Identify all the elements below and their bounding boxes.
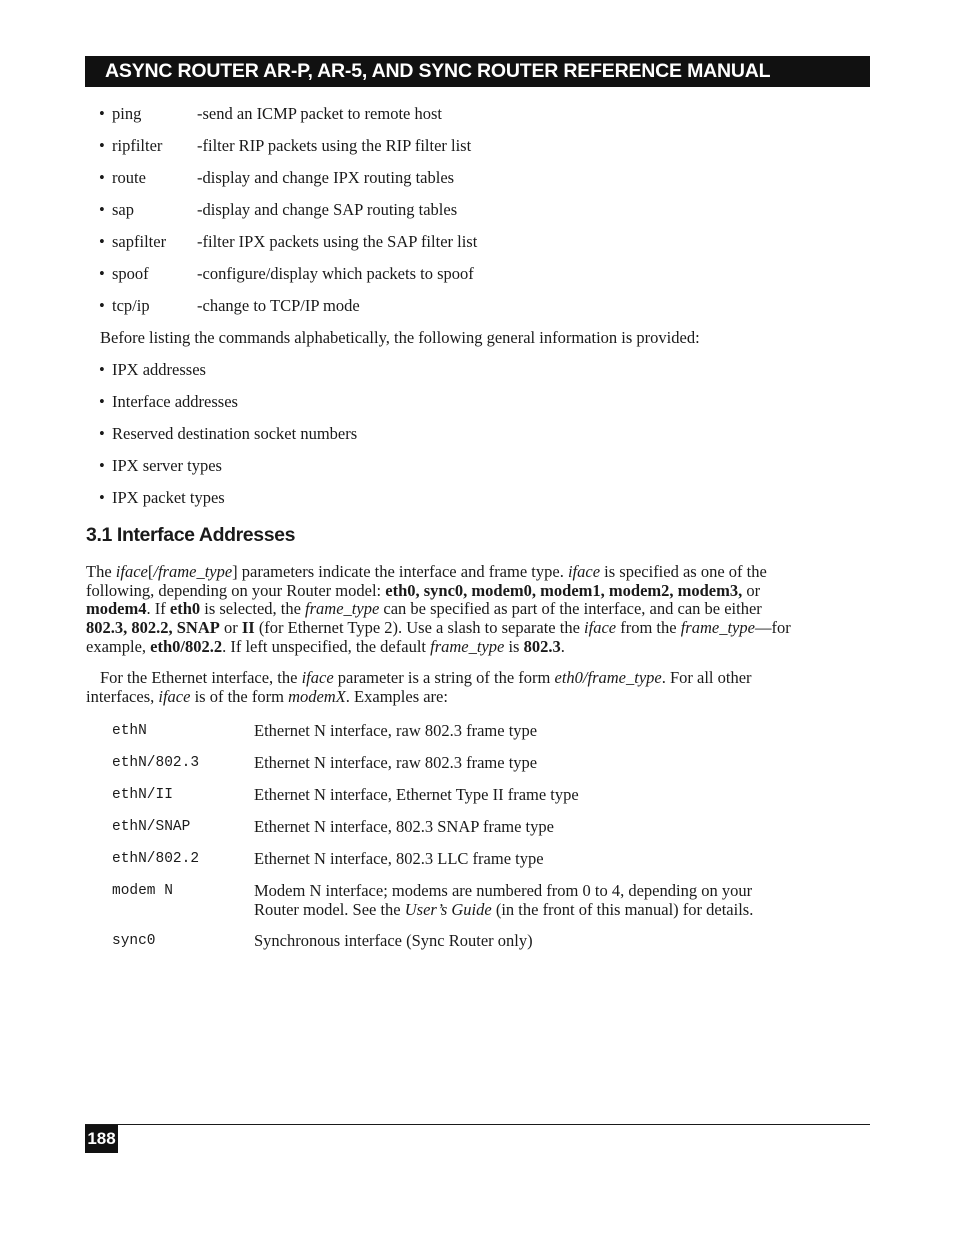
section-heading: 3.1 Interface Addresses (86, 524, 296, 546)
bullet: • (99, 488, 105, 507)
text-run: [ (147, 562, 154, 581)
bullet: • (99, 232, 105, 251)
italic-term: iface (158, 686, 191, 706)
list-item (99, 294, 839, 326)
example-code: ethN/802.2 (112, 851, 200, 867)
text-run: from the (616, 618, 681, 638)
command-name: sapfilter (112, 232, 167, 251)
list-item (99, 454, 357, 486)
bold-term: II (241, 618, 255, 638)
body-paragraph (86, 669, 846, 706)
list-item (99, 102, 839, 134)
text-line (86, 669, 846, 688)
italic-term: iface (115, 562, 148, 581)
text-run: is (504, 636, 524, 656)
info-item-label: IPX server types (112, 456, 222, 475)
text-line (86, 563, 846, 582)
list-item (99, 422, 357, 454)
text-run: (in the front of this manual) for details. (491, 900, 754, 919)
example-code: modem N (112, 883, 173, 899)
list-item (99, 166, 839, 198)
text-run: interfaces, (86, 686, 159, 706)
text-line: Modem N interface; modems are numbered from 0 to 4, depending on your (254, 881, 753, 900)
table-row (112, 782, 852, 814)
list-item (99, 134, 839, 166)
text-run: —for (754, 618, 791, 638)
command-description: -filter RIP packets using the RIP filter list (197, 136, 472, 155)
example-description: Ethernet N interface, Ethernet Type II frame type (254, 785, 579, 804)
bullet: • (99, 136, 105, 155)
bold-term: eth0, sync0, modem0, modem1, modem2, modem3, (385, 580, 743, 600)
example-description: Ethernet N interface, 802.3 LLC frame type (254, 849, 544, 868)
text-run: is selected, the (200, 599, 306, 619)
command-description: -change to TCP/IP mode (197, 296, 360, 315)
table-row (112, 750, 852, 782)
table-row (112, 928, 852, 960)
command-description: -display and change SAP routing tables (197, 200, 458, 219)
italic-term: /frame_type (153, 562, 233, 581)
list-item (99, 486, 357, 518)
example-description: Ethernet N interface, raw 802.3 frame type (254, 753, 538, 772)
bullet: • (99, 424, 105, 443)
list-item (99, 262, 839, 294)
text-run: . If (146, 599, 170, 619)
info-item-label: Interface addresses (112, 392, 238, 411)
info-item-label: Reserved destination socket numbers (112, 424, 358, 443)
italic-term: User’s Guide (404, 900, 492, 919)
command-name: ping (112, 104, 142, 123)
command-name: ripfilter (112, 136, 163, 155)
bullet: • (99, 296, 105, 315)
text-run: The (86, 562, 116, 581)
example-code: ethN (112, 723, 147, 739)
info-item-label: IPX addresses (112, 360, 206, 379)
bullet: • (99, 360, 105, 379)
intro-paragraph: Before listing the commands alphabetically, the following general information is provided: (100, 328, 700, 347)
interface-examples-table (112, 718, 852, 960)
text-line (86, 688, 846, 707)
bold-term: eth0 (169, 599, 201, 619)
italic-term: frame_type (430, 636, 505, 656)
bullet: • (99, 168, 105, 187)
example-code: ethN/SNAP (112, 819, 191, 835)
text-line (86, 600, 846, 619)
bold-term: eth0/802.2 (150, 636, 223, 656)
command-description: -display and change IPX routing tables (197, 168, 455, 187)
command-list (99, 102, 839, 326)
text-line (86, 619, 846, 638)
text-run: or (219, 618, 242, 638)
running-header: ASYNC ROUTER AR-P, AR-5, AND SYNC ROUTER REFERENCE MANUAL (85, 56, 870, 87)
italic-term: modemX (288, 686, 346, 706)
text-run: parameter is a string of the form (333, 668, 555, 687)
command-name: tcp/ip (112, 296, 150, 315)
bold-term: 802.3, 802.2, SNAP (86, 618, 220, 638)
command-name: spoof (112, 264, 149, 283)
italic-term: iface (567, 562, 601, 581)
table-row (112, 718, 852, 750)
italic-term: frame_type (305, 599, 380, 619)
example-description: Ethernet N interface, 802.3 SNAP frame type (254, 817, 554, 836)
text-run: . (560, 636, 565, 656)
info-item-label: IPX packet types (112, 488, 225, 507)
table-row (112, 846, 852, 878)
text-line (86, 638, 846, 657)
bullet: • (99, 104, 105, 123)
list-item (99, 358, 357, 390)
text-run: or (742, 580, 761, 600)
footer-rule (85, 1124, 870, 1125)
command-description: -send an ICMP packet to remote host (197, 104, 443, 123)
text-run: can be specified as part of the interface, and can be either (379, 599, 762, 619)
table-row (112, 814, 852, 846)
text-run: . If left unspecified, the default (222, 636, 431, 656)
italic-term: eth0/frame_type (554, 668, 662, 687)
bold-term: modem4 (86, 599, 147, 619)
example-code: ethN/802.3 (112, 755, 200, 771)
command-name: sap (112, 200, 134, 219)
list-item (99, 198, 839, 230)
text-line (86, 582, 846, 601)
info-list (99, 358, 357, 518)
bullet: • (99, 456, 105, 475)
text-run: is of the form (190, 686, 289, 706)
example-description (254, 878, 753, 928)
text-run: ] parameters indicate the interface and frame type. (232, 562, 568, 581)
text-run: Router model. See the (254, 900, 405, 919)
text-run: (for Ethernet Type 2). Use a slash to separate the (254, 618, 585, 638)
italic-term: iface (301, 668, 334, 687)
text-run: For the Ethernet interface, the (100, 668, 302, 687)
text-run: . For all other (661, 668, 752, 687)
italic-term: iface (584, 618, 617, 638)
command-description: -filter IPX packets using the SAP filter list (197, 232, 478, 251)
command-name: route (112, 168, 146, 187)
bullet: • (99, 392, 105, 411)
italic-term: frame_type (680, 618, 755, 638)
text-run: example, (86, 636, 151, 656)
text-run: . Examples are: (345, 686, 448, 706)
table-row (112, 878, 852, 928)
text-run: following, depending on your Router model: (86, 580, 386, 600)
example-code: ethN/II (112, 787, 173, 803)
text-run: is specified as one of the (600, 562, 767, 581)
example-description: Synchronous interface (Sync Router only) (254, 931, 533, 950)
list-item (99, 390, 357, 422)
example-description: Ethernet N interface, raw 802.3 frame type (254, 721, 538, 740)
bullet: • (99, 200, 105, 219)
body-paragraph (86, 563, 846, 657)
command-description: -configure/display which packets to spoof (197, 264, 474, 283)
bold-term: 802.3 (523, 636, 561, 656)
example-code: sync0 (112, 933, 156, 949)
page-number: 188 (85, 1125, 118, 1153)
bullet: • (99, 264, 105, 283)
list-item (99, 230, 839, 262)
